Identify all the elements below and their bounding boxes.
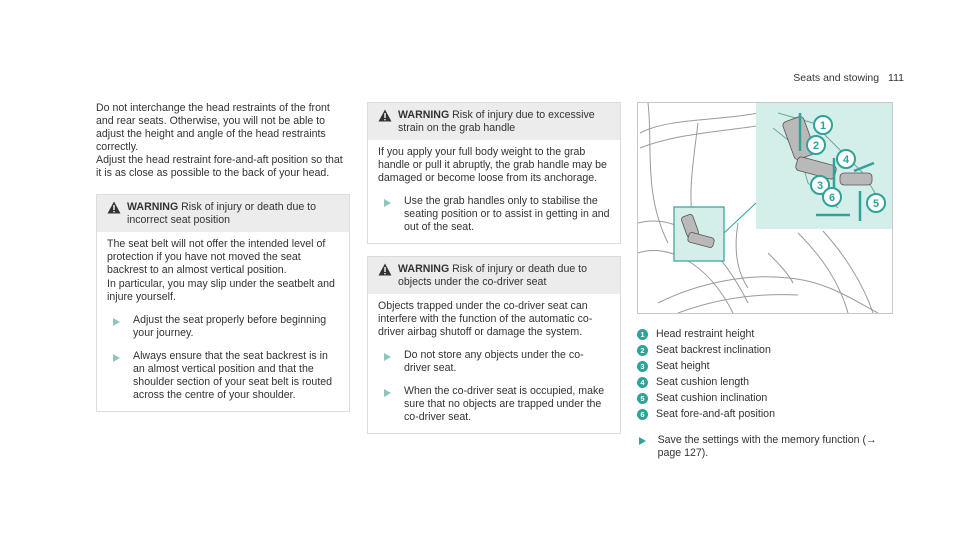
legend-number: 5 bbox=[637, 393, 648, 404]
intro-paragraph-1: Do not interchange the head restraints of the front and rear seats. Otherwise, you will not be able to adjust the height and angle of the head restraints correctly. bbox=[96, 102, 330, 153]
warning-text-2: In particular, you may slip under the seatbelt and injure yourself. bbox=[107, 278, 335, 303]
page-header bbox=[793, 72, 904, 85]
legend-number: 3 bbox=[637, 361, 648, 372]
legend-number: 4 bbox=[637, 377, 648, 388]
step-arrow-icon bbox=[639, 434, 648, 460]
step-text: Do not store any objects under the co-driver seat. bbox=[404, 349, 584, 374]
figure-label-4: 4 bbox=[842, 154, 850, 166]
instruction-step bbox=[384, 195, 610, 234]
column-2 bbox=[367, 102, 621, 434]
figure-label-2: 2 bbox=[812, 140, 820, 152]
warning-box-grab-handle bbox=[367, 102, 621, 244]
warning-box-co-driver-seat bbox=[367, 256, 621, 434]
door-interior-illustration bbox=[638, 103, 892, 313]
instruction-step bbox=[384, 349, 610, 375]
warning-word: WARNING bbox=[127, 201, 179, 213]
intro-paragraph-2: Adjust the head restraint fore-and-aft position so that it is as close as possible to the back of your head. bbox=[96, 154, 343, 179]
step-arrow-icon bbox=[384, 352, 392, 365]
legend-label: Seat fore-and-aft position bbox=[656, 407, 775, 420]
seat-controls-figure bbox=[637, 102, 893, 314]
instruction-step bbox=[113, 350, 339, 402]
warning-icon bbox=[378, 109, 392, 122]
warning-body bbox=[368, 294, 620, 433]
step-text: Always ensure that the seat backrest is in an almost vertical position and that the shoulder section of your seat belt is routed across the centre of your shoulder. bbox=[133, 350, 333, 401]
warning-header bbox=[97, 195, 349, 232]
step-text: Adjust the seat properly before beginning your journey. bbox=[133, 314, 327, 339]
warning-text-1: If you apply your full body weight to the grab handle or pull it abruptly, the grab handle may be damaged or become loose from its anchorage. bbox=[378, 146, 607, 184]
step-text: When the co-driver seat is occupied, make sure that no objects are trapped under the co-driver seat. bbox=[404, 385, 605, 423]
memory-step-text: Save the settings with the memory function (→ page 127). bbox=[657, 434, 877, 459]
column-1 bbox=[96, 102, 350, 412]
legend-item bbox=[637, 326, 891, 342]
warning-icon bbox=[107, 201, 121, 214]
warning-title: Risk of injury due to excessive strain on the grab handle bbox=[398, 109, 595, 134]
figure-label-5: 5 bbox=[872, 198, 880, 210]
legend-item bbox=[637, 342, 891, 358]
warning-text-1: The seat belt will not offer the intended level of protection if you have not moved the seat backrest to an almost vertical position. bbox=[107, 238, 326, 276]
legend-item bbox=[637, 406, 891, 422]
page-number: 111 bbox=[888, 72, 904, 84]
figure-legend bbox=[637, 326, 891, 422]
legend-number: 6 bbox=[637, 409, 648, 420]
warning-header bbox=[368, 257, 620, 294]
legend-label: Seat cushion inclination bbox=[656, 391, 768, 404]
section-title: Seats and stowing bbox=[793, 72, 880, 84]
figure-label-6: 6 bbox=[828, 192, 836, 204]
warning-header bbox=[368, 103, 620, 140]
legend-label: Seat height bbox=[656, 359, 710, 372]
legend-item bbox=[637, 358, 891, 374]
legend-label: Seat cushion length bbox=[656, 375, 750, 388]
step-arrow-icon bbox=[113, 353, 121, 366]
step-arrow-icon bbox=[384, 388, 392, 401]
figure-label-3: 3 bbox=[816, 180, 824, 192]
warning-word: WARNING bbox=[398, 109, 450, 121]
step-arrow-icon bbox=[384, 198, 392, 211]
warning-box-seat-position bbox=[96, 194, 350, 412]
warning-body bbox=[368, 140, 620, 243]
legend-item bbox=[637, 374, 891, 390]
warning-text-1: Objects trapped under the co-driver seat can interfere with the function of the automatic co-driver airbag shutoff or damage the system. bbox=[378, 300, 593, 338]
legend-label: Seat backrest inclination bbox=[656, 343, 771, 356]
legend-number: 1 bbox=[637, 329, 648, 340]
figure-label-1: 1 bbox=[819, 120, 827, 132]
column-3 bbox=[637, 102, 891, 460]
warning-icon bbox=[378, 263, 392, 276]
legend-label: Head restraint height bbox=[656, 327, 755, 340]
legend-item bbox=[637, 390, 891, 406]
step-arrow-icon bbox=[113, 317, 121, 330]
warning-title: Risk of injury or death due to objects under the co-driver seat bbox=[398, 263, 588, 288]
step-text: Use the grab handles only to stabilise the seating position or to assist in getting in and out of the seat. bbox=[404, 195, 610, 233]
legend-number: 2 bbox=[637, 345, 648, 356]
instruction-step bbox=[113, 314, 339, 340]
memory-instruction-step bbox=[639, 434, 891, 460]
warning-word: WARNING bbox=[398, 263, 450, 275]
instruction-step bbox=[384, 385, 610, 424]
warning-body bbox=[97, 232, 349, 411]
warning-title: Risk of injury or death due to incorrect seat position bbox=[127, 201, 317, 226]
